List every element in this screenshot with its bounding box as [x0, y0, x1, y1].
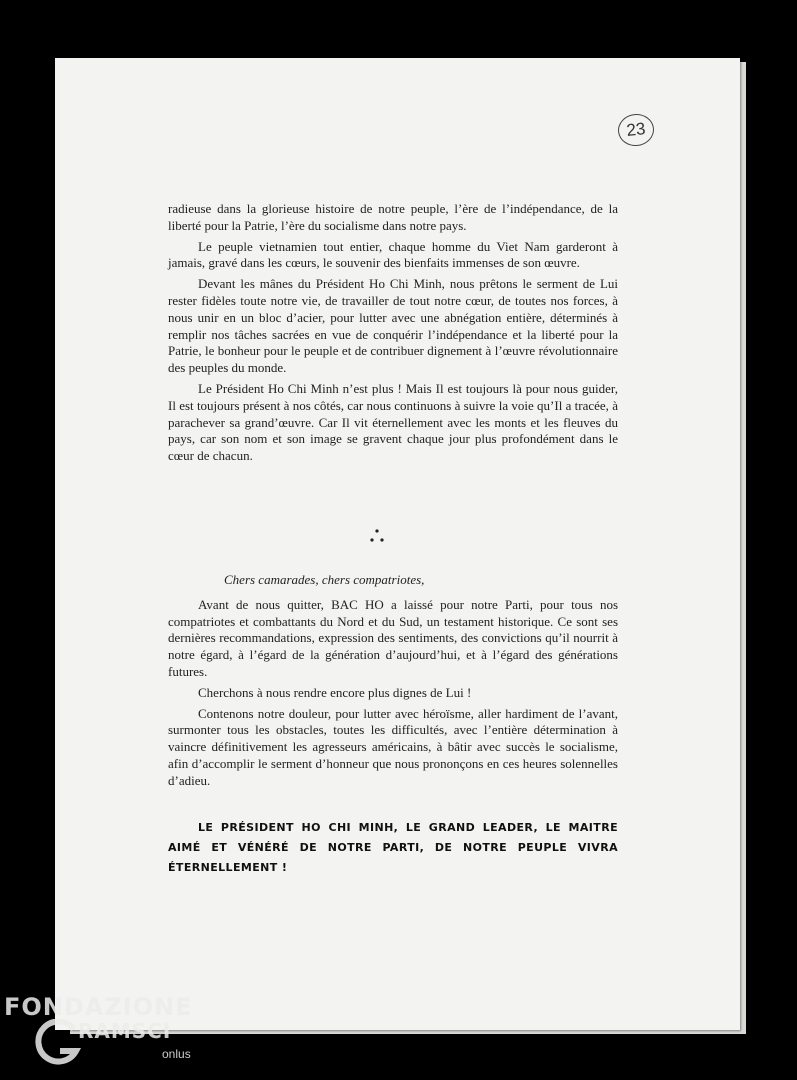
closing-statement: LE PRÉSIDENT HO CHI MINH, LE GRAND LEADER, LE MAITRE AIMÉ ET VÉNÉRÉ DE NOTRE PARTI, DE NOTRE PEUPLE VIVRA ÉTERNELLEMENT ! [168, 821, 618, 874]
body-text-section-2 [168, 572, 618, 794]
paragraph-1: radieuse dans la glorieuse histoire de notre peuple, l’ère de l’indépendance, de la liberté pour la Patrie, l’ère du socialisme dans notre pays. [168, 201, 618, 233]
fondazione-gramsci-watermark [4, 993, 204, 1073]
salutation: Chers camarades, chers compatriotes, [224, 572, 425, 587]
asterism-dot-right [380, 538, 383, 541]
paragraph-3: Devant les mânes du Président Ho Chi Minh, nous prêtons le serment de Lui rester fidèles toute notre vie, de travailler de tout notre cœur, de toutes nos forces, à nous unir en un bloc d’acier, pour lutter avec une abnégation entière, déterminés à remplir nos tâches sacrées en vue de conquérir l’indépendance et la liberté pour la Patrie, le bonheur pour le peuple et de contribuer dignement à l’œuvre révolutionnaire des peuples du monde. [168, 276, 618, 376]
watermark-g-logo-icon [34, 1019, 82, 1069]
asterism-separator [365, 528, 389, 546]
watermark-line-2: RAMSCI [78, 1019, 172, 1043]
paragraph-6: Cherchons à nous rendre encore plus dignes de Lui ! [198, 684, 472, 700]
paragraph-2: Le peuple vietnamien tout entier, chaque homme du Viet Nam garderont à jamais, gravé dans les cœurs, le souvenir des bienfaits immenses de son œuvre. [168, 238, 618, 271]
paragraph-4: Le Président Ho Chi Minh n’est plus ! Mais Il est toujours là pour nous guider, Il est toujours présent à nos côtés, car nous continuons à suivre la voie qu’Il a tracée, à parachever sa grand’œuvre. Car Il vit éternellement avec les monts et les fleuves du pays, car son nom et son image se gravent chaque jour plus profondément dans le cœur de chacun. [168, 380, 618, 464]
document-page [55, 58, 740, 1030]
asterism-dot-left [370, 538, 373, 541]
body-text [168, 201, 618, 469]
watermark-line-3: onlus [162, 1047, 191, 1061]
watermark-line-1: FONDAZIONE [4, 993, 193, 1021]
page-number: 23 [616, 112, 655, 148]
paragraph-5: Avant de nous quitter, BAC HO a laissé pour notre Parti, pour tous nos compatriotes et combattants du Nord et du Sud, un testament historique. Ce sont ses dernières recommandations, expression des sentiments, des convictions qu’il nourrit à notre égard, à l’égard de la génération d’aujourd’hui, et à l’égard des générations futures. [168, 596, 618, 679]
asterism-dot-top [375, 529, 378, 532]
paragraph-7: Contenons notre douleur, pour lutter avec héroïsme, aller hardiment de l’avant, surmonter tous les obstacles, toutes les difficultés, avec l’entière détermination à vaincre définitivement les agresseurs américains, à bâtir avec succès le socialisme, afin d’accomplir le serment d’honneur que nous prononçons en ces heures solennelles d’adieu. [168, 705, 618, 788]
